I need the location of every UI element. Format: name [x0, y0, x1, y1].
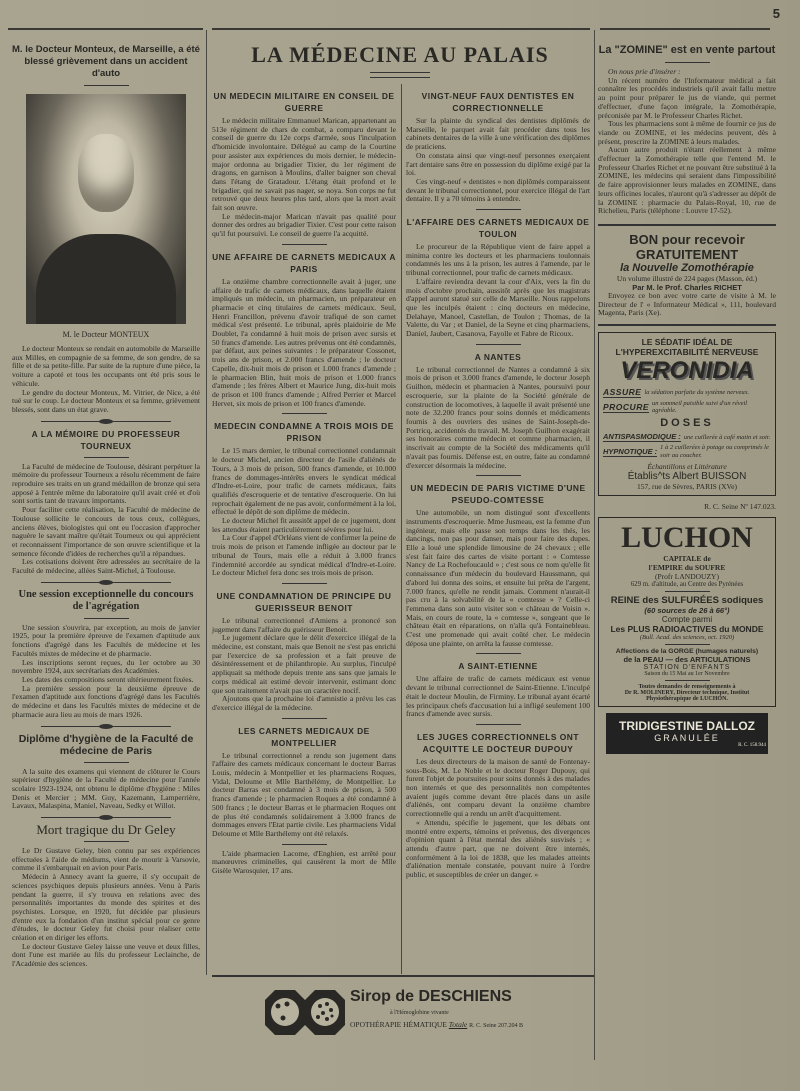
ad-text: (60 sources de 26 à 66°): [644, 605, 730, 615]
ad-text: une cuillerée à café matin et soir.: [683, 433, 771, 441]
ad-text: (Bull. Acad. des sciences, oct. 1920): [639, 633, 735, 641]
paragraph: Une session s'ouvrira, par exception, au mois de janvier 1925, pour la première épreuve de l'examen d'aptitude aux fonctions d'agrégé dans les Facultés de médecine et les Facultés mixtes de médecine et de pharmacie.: [12, 622, 200, 658]
rule: [600, 28, 770, 30]
paragraph: La onzième chambre correctionnelle avait à juger, une affaire de trafic de carnets médicaux, dans laquelle étaient impliqués un médecin, un pharmacien, un préparateur en pharmacie et cinq titulaires de carnets médicaux. Seul, Henri Francillon, prévenu d'avoir trafiqué de son carnet médical s'est présenté. Le tribunal, après plaidoirie de Me Doublet, l'a condamné à huit mois de prison avec sursis et 50 francs d'amende. Les autres prévenus ont été condamnés, par défaut, aux peines suivantes : le préparateur Cossonet, trois ans de prison, et 2.000 francs d'amende ; le docteur Capelle, dix-huit mois de prison et 1.000 francs d'amende ; le pharmacien Blin, huit mois de prison et 1.000 francs d'amende ; les frères Albert et Maurice Jung, dix-huit mois de prison et 100 francs d'amende ; Alfred Perrier et Marcel Hervet, six mois de prison et 100 francs d'amende.: [212, 276, 396, 408]
paragraph: Tous les pharmaciens sont à même de fournir ce jus de viande ou ZOMINE, et les médecins peuvent, dès à présent, prescrire la ZOMINE à leurs malades.: [598, 119, 776, 146]
ad-text: Par M. le Prof. Charles RICHET: [632, 282, 742, 292]
headline: LES JUGES CORRECTIONNELS ONT ACQUITTE LE DOCTEUR DUPOUY: [417, 731, 579, 754]
ad-text: LE SÉDATIF IDÉAL DE: [641, 337, 733, 348]
portrait-photo: [26, 94, 186, 324]
separator: [476, 344, 521, 345]
paragraph: Un récent numéro de l'Informateur médical a fait connaître les procédés industriels qu'il avait fallu mettre au point pour préparer le jus de viande, qui permet d'effectuer, d'une façon intégrale, la Zomothérapie, préconisée par M. le Professeur Charles Richet.: [598, 75, 776, 120]
brand-logo: Sirop de DESCHIENS: [350, 988, 512, 1005]
paragraph: Le tribunal correctionnel a rendu son jugement dans l'affaire des carnets médicaux concernant le docteur Barras Louis, médecin à Montpellier et les pharmaciens Roques, Vidal, Deloume et Mlle Barthélémy, de Montpellier. Le docteur Barras est condamné à 3 mois de prison, à 500 francs d'amende ; le pharmacien Roques a été condamné à 500 francs ; le docteur Barras et le pharmacien Roques ont de plus été condamnés solidairement à 3.000 francs de dommages envers l'Etat partie civile. Les pharmaciens Vidal Deloume et Mlle Barthélemy ont été relaxés.: [212, 750, 396, 838]
ad-text: Saison du 15 Mai au 1er Novembre: [644, 670, 730, 677]
column-1: [12, 38, 200, 969]
ad-text: PROCURE: [603, 401, 650, 412]
brand-logo: VERONIDIA: [620, 357, 754, 385]
ad-text: Établis^ts Albert BUISSON: [627, 470, 747, 482]
headline: L'AFFAIRE DES CARNETS MEDICAUX DE TOULON: [406, 217, 590, 240]
brand-logo: TRIDIGESTINE DALLOZ: [619, 718, 755, 733]
brand-logo: LUCHON: [621, 520, 753, 554]
paragraph: Le médecin-major Marican n'avait pas qualité pour donner des ordres au brigadier Tixier. C'est pour cette raison qu'il fut poursuivi. Le conseil de guerre l'a acquitté.: [212, 211, 396, 239]
headline: Mort tragique du Dr Geley: [36, 822, 176, 838]
ad-text: Toutes demandes de renseignements à: [638, 683, 736, 690]
paragraph: Les dates des compositions seront ultérieurement fixées.: [22, 674, 194, 684]
ad-text: HYPNOTIQUE :: [603, 446, 658, 456]
paragraph: L'aide pharmacien Lacome, d'Enghien, est arrêté pour manœuvres criminelles, qui causèrent la mort de Mlle Gisèle Warosquier, 17 ans.: [212, 848, 396, 876]
paragraph: Sur la plainte du syndical des dentistes diplômés de Marseille, le parquet avait fait procéder dans tous les cabinets dentaires de la ville à une vérification des diplômes de praticiens.: [406, 116, 590, 152]
ad-text: Envoyez ce bon avec votre carte de visite à M. le Directeur de l' « Informateur Médical », 111, boulevard Magenta, Paris (Xe).: [598, 290, 776, 318]
ad-text: Les PLUS RADIOACTIVES du MONDE: [610, 623, 764, 634]
separator: [476, 475, 521, 476]
rule: [212, 975, 594, 977]
paragraph: L'affaire reviendra devant la cour d'Aix, vers la fin du mois d'octobre prochain, aussitôt après que les magistrats d'appel auront statué sur celle de Marseille. Nous rappelons que les inculpés étaient : cinq docteurs en médecine, Delahaye, Manoel, Castellan, de Toulon ; Thomas, de la Valette, du Var ; et Daniel, de la Seyne et cinq pharmaciens, Daniel, Jaubert, Casanova, Fayolle et Fabre de Ricoux.: [406, 276, 590, 339]
ad-text: à l'Hémoglobine vivante: [390, 1010, 449, 1016]
paragraph: On constata ainsi que vingt-neuf personnes exerçaient l'art dentaire sans être en possession du diplôme exigé par la loi.: [406, 150, 590, 178]
separator: [282, 244, 327, 245]
headline: UN MEDECIN MILITAIRE EN CONSEIL DE GUERRE: [213, 91, 395, 113]
paragraph: Le gendre du docteur Monteux, M. Vitrier, de Nice, a été tué sur le coup. Le docteur Monteux et sa femme, grièvement blessés, sont dans un état grave.: [12, 387, 200, 414]
paragraph: A la suite des examens qui viennent de clôturer le Cours supérieur d'hygiène de la Faculté de médecine pour l'année scolaire 1923-1924, ont obtenu le diplôme d'hygiène : Miles Denis et Mercier ; MM. Guy, Kazemann, Lamperrière, Lavaux, Malaspina, Maniel, Naveau, Sedky et Willot.: [12, 766, 200, 811]
luchon-ad: [598, 517, 776, 707]
headline: UN MEDECIN DE PARIS VICTIME D'UNE PSEUDO-COMTESSE: [410, 483, 586, 506]
ad-text: 629 m. d'altitude, au Centre des Pyrénées: [630, 580, 744, 588]
ad-text: 157, rue de Sèvres, PARIS (XVe): [637, 481, 737, 491]
paragraph: Le docteur Gustave Geley laisse une veuve et deux filles, dont l'une est mariée au fils du professeur Leclainche, de l'Académie des sciences.: [12, 941, 200, 969]
masthead-ornament: [370, 72, 430, 78]
paragraph: On nous prie d'insérer :: [608, 67, 681, 76]
paragraph: La Cour d'appel d'Orléans vient de confirmer la peine de trois mois de prison et l'amende infligée au docteur par le tribunal de Tours, mais elle a réduit à 3.000 francs l'indemnité accordée au syndicat médical d'Indre-et-Loire. Le docteur Michel fera donc ses trois mois de prison.: [212, 533, 396, 578]
paragraph: Ces vingt-neuf « dentistes » non diplômés comparaissent devant le tribunal correctionnel, pour exercice illégal de l'art dentaire. Il y a 70 témoins à entendre.: [406, 176, 590, 204]
headline: Une session exceptionnelle du concours de l'agrégation: [18, 588, 194, 612]
ad-text: OPOTHÉRAPIE HÉMATIQUE: [350, 1020, 447, 1029]
headline: MEDECIN CONDAMNE A TROIS MOIS DE PRISON: [214, 421, 394, 444]
headline: Diplôme d'hygiène de la Faculté de médecine de Paris: [18, 732, 194, 757]
headline: La "ZOMINE" est en vente partout: [598, 44, 776, 56]
bon-coupon-ad: [598, 232, 776, 318]
blood-cells-logo: [265, 990, 345, 1035]
ad-text: 1 à 2 cuillerées à potage ou comprimés le soir au coucher.: [660, 444, 769, 459]
paragraph: Le docteur Michel fit aussitôt appel de ce jugement, dont les attendus étaient particulièrement sévères pour lui.: [212, 516, 396, 534]
ad-subhead: la Nouvelle Zomothérapie: [620, 261, 754, 274]
column-rule: [594, 30, 595, 1060]
ad-text: STATION D'ENFANTS: [643, 663, 731, 671]
paragraph: Le 15 mars dernier, le tribunal correctionnel condamnait le docteur Michel, ancien directeur de l'asile d'aliénés de Tours, à 3 mois de prison, 500 francs d'amende, et 10.000 francs de dommages-intérêts envers le syndicat médical d'Indre-et-Loire, pour trafic de carnets médicaux, faits qualifiés d'escroquerie et de tentative d'escroquerie. On lui reprochait également de ne pas avoir, conformément à la loi, effectué le dépôt de son diplôme de médecin.: [212, 446, 396, 517]
separator: [476, 209, 521, 210]
paragraph: Le médecin militaire Emmanuel Marican, appartenant au 513e régiment de chars de combat, a comparu devant le conseil de guerre du 12e corps d'armée, sous l'inculpation d'homicide involontaire. Délégué au camp de la Courtine pour assister aux expériences du mois dernier, le médecin-major ordonna au brigadier Tixier, du 1er régiment de dragons, en garnison à Moulins, d'aller baigner son cheval dans l'étang de Gratadour. L'étang était profond et le brigadier, qui ne savait pas nager, se noya. Son corps ne fut retrouvé que deux heures plus tard, alors que la mort avait fait son œuvre.: [212, 116, 396, 213]
ad-text: L'HYPEREXCITABILITÉ NERVEUSE: [615, 347, 759, 358]
paragraph: Les inscriptions seront reçues, du 1er octobre au 30 novembre 1924, aux secrétariats des Académies.: [12, 657, 200, 676]
column-2: [212, 84, 396, 876]
ad-text: la sédation parfaite du système nerveux.: [644, 388, 750, 396]
ad-text: Affections de la GORGE (humages naturels): [615, 647, 759, 655]
rule: [8, 28, 203, 30]
headline: A NANTES: [474, 351, 522, 362]
separator: [282, 844, 327, 845]
section-masthead: LA MÉDECINE AU PALAIS: [251, 42, 549, 67]
ad-text: REINE des SULFURÉES sodiques: [610, 594, 764, 606]
separator: [282, 413, 327, 414]
paragraph: Le jugement déclare que le délit d'exercice illégal de la médecine, est constant, mais que Benoit ne s'est pas enrichi par l'exercice de sa profession et a fait preuve de désintéressement et de philanthropie. Au surplus, l'inculpé appliquait sa méthode depuis trente ans sans que jamais le corps médical ait estimé devoir intervenir, estimant donc que son traitement n'avait pas un caractère nocif.: [212, 633, 396, 695]
column-rule: [401, 84, 402, 974]
ad-text: Compte parmi: [661, 614, 713, 624]
ad-text: ASSURE: [603, 387, 642, 398]
paragraph: Le Dr Gustave Geley, bien connu par ses expériences effectuées à l'aide de médiums, vient de mourir à Varsovie, comme il s'embarquait en avion pour Paris.: [12, 846, 200, 873]
paragraph: Les deux directeurs de la maison de santé de Fontenay-sous-Bois, M. Le Noble et le docteur Roger Dupouy, qui furent l'objet de poursuites pour soins donnés à des malades non internés et que des personnalités non compétentes avaient jugés comme devant être placés dans un asile d'aliénés, ont comparu devant la onzième chambre correctionnelle qui a rendu un arrêt d'acquittement.: [406, 756, 590, 819]
veronidia-ad: [598, 332, 776, 496]
paragraph: La Faculté de médecine de Toulouse, désirant perpétuer la mémoire du professeur Tourneux a résolu récemment de faire reproduire ses traits en un grand médaillon de bronze qui sera apposé à l'entrée même du laboratoire qu'il avait créé et d'où sont sortis tant de travaux importants.: [12, 461, 200, 506]
headline: UNE AFFAIRE DE CARNETS MEDICAUX A PARIS: [212, 251, 396, 274]
ad-text: Un volume illustré de 224 pages (Masson, éd.): [616, 273, 758, 283]
separator: [476, 724, 521, 725]
ad-text: Dr R. MOLINERY, Directeur technique, Institut Physiothérapique de LUCHON.: [624, 689, 750, 702]
headline: A SAINT-ETIENNE: [458, 661, 538, 672]
paragraph: Pour faciliter cette réalisation, la Faculté de médecine de Toulouse sollicite le concours de tous ceux, collègues, anciens élèves, biologistes qui ont eu l'occasion d'approcher naguère le savant maître qu'était Tourneux ou qui apprécient et reconnaissent l'importance de son œuvre scientifique et la semence féconde d'idées de recherches qu'il a répandues.: [12, 505, 200, 558]
headline: UNE CONDAMNATION DE PRINCIPE DU GUERISSEUR BENOIT: [216, 590, 392, 613]
paragraph: Le tribunal correctionnel de Nantes a condamné à six mois de prison et 3.000 francs d'amende, le docteur Joseph Guilhon, médecin et pharmacien à Nantes, poursuivi pour escroquerie, sur la plainte de la Société générale de construction de locomotives, à laquelle il avait présenté une note de 32.200 francs pour soins donnés et médicaments fournis à des ouvriers des usines de Saint-Joseph-de-Portricq, accidentés du travail. M. Joseph Guilhon exagérait ses honoraires comme médecin et comme pharmacien, il inscrivait au compte de la Société des médicaments qu'il n'avait pas fournis. Défense est, en outre, faite au condamné d'exercer désormais la médecine.: [406, 364, 590, 470]
rule: [212, 28, 590, 30]
photo-caption: M. le Docteur MONTEUX: [62, 330, 150, 339]
separator: [476, 653, 521, 654]
ad-text: GRANULÉE: [654, 732, 720, 743]
paragraph: Aucun autre produit n'étant réellement à même d'effectuer la Zomothérapie telle que l'entend M. le Professeur Charles Richet et ne pouvant être substitué à la ZOMINE, les médecins qui seraient dans l'impossibilité de faire approvisionner leurs malades en ZOMINE, dans leurs officines locales, n'auront qu'à s'adresser au dépôt de la ZOMINE : pharmacie du Palais-Royal, 10, rue de Richelieu, Paris (téléphone : Louvre 17-52).: [598, 145, 776, 216]
headline: M. le Docteur Monteux, de Marseille, a été blessé grièvement dans un accident d'auto: [12, 44, 200, 79]
headline: A LA MÉMOIRE DU PROFESSEUR TOURNEUX: [31, 428, 181, 451]
column-3: [406, 84, 590, 880]
separator: [282, 718, 327, 719]
ad-text: un sommeil paisible suivi d'un réveil agréable.: [652, 400, 748, 415]
headline: LES CARNETS MEDICAUX DE MONTPELLIER: [238, 725, 370, 748]
deschiens-ad: [265, 988, 585, 1038]
separator: [282, 583, 327, 584]
paragraph: Le tribunal correctionnel d'Amiens a prononcé son jugement dans l'affaire du guérisseur Benoit.: [212, 615, 396, 634]
column-rule: [206, 30, 207, 975]
column-4: [598, 38, 776, 760]
ad-text: CAPITALE de: [663, 553, 711, 563]
ad-text: ANTISPASMODIQUE :: [603, 432, 681, 442]
ad-text: DOSES: [660, 417, 714, 430]
paragraph: « Attendu, spécifie le jugement, que les débats ont montré entre experts, témoins et prévenus, des divergences d'opinion quant à l'état mental des aliénés susvisés ; « attendu d'autre part, que ne doivent être internés, conformément à la loi de 1838, que les malades atteints d'aliénation mentale constatée, pouvant nuire à l'ordre public, et susceptibles de créer un danger. »: [406, 817, 590, 880]
tridigestine-ad: [606, 713, 768, 754]
ad-headline: BON pour recevoir GRATUITEMENT: [629, 231, 745, 262]
paragraph: La première session pour la deuxième épreuve de l'examen d'aptitude aux fonctions d'agrégé dans les Facultés de médecine et dans les Facultés mixtes de médecine et de pharmacie aura lieu au mois de mars 1926.: [12, 683, 200, 719]
ad-text: Échantillons et Littérature: [647, 461, 727, 471]
ad-text: R. C. Seine Nº 147.023.: [704, 501, 776, 511]
page-number: 5: [772, 6, 780, 21]
paragraph: Le docteur Monteux se rendait en automobile de Marseille aux Milles, en compagnie de sa femme, de son gendre, de sa fille et de sa petite-fille. Par suite de la rupture d'une pièce, la voiture a capoté et tous les occupants ont été pris sous le véhicule.: [12, 344, 200, 388]
paragraph: Les cotisations doivent être adressées au secrétaire de la Faculté de médecine, allées Saint-Michel, à Toulouse.: [12, 557, 200, 576]
ad-text: Totale: [448, 1020, 468, 1029]
headline: VINGT-NEUF FAUX DENTISTES EN CORRECTIONNELLE: [421, 91, 575, 113]
paragraph: Le procureur de la République vient de faire appel a minima contre les docteurs et les pharmaciens toulonnais condamnés les uns à la prison, les autres à l'amende, par le tribunal correctionnel, pour trafic de carnets médicaux.: [406, 242, 590, 278]
ad-text: R. C. Seine 207.204 B: [469, 1023, 523, 1029]
ad-text: (Profr LANDOUZY): [655, 571, 719, 581]
paragraph: Médecin à Annecy avant la guerre, il s'y occupait de sciences psychiques depuis plusieurs années. Venu à Paris pendant la guerre, il s'y trouva en relations avec des personnalités importantes du monde des spirites et des psychistes. Lorsque, en 1920, fut décidée par plusieurs d'entre eux la fondation d'un institut spécial pour ce genre d'études, le docteur Geley fut choisi pour réaliser cette création et en diriger les efforts.: [12, 872, 200, 943]
ad-text: R. C. 158.944: [738, 742, 766, 748]
paragraph: Ajoutons que la prochaine loi d'amnistie a prévu les cas d'exercice illégal de la médecine.: [212, 694, 396, 712]
ad-text: l'EMPIRE du SOUFRE: [648, 562, 726, 572]
ad-text: de la PEAU — des ARTICULATIONS: [623, 654, 751, 664]
paragraph: Une affaire de trafic de carnets médicaux est venue devant le tribunal correctionnel de Saint-Etienne. L'inculpé était le docteur Moulin, de Firminy. Le tribunal ayant écarté les principaux chefs d'accusation lui a infligé seulement 100 francs d'amende avec sursis.: [406, 674, 590, 719]
paragraph: Une automobile, un nom distingué sont d'excellents instruments d'escroquerie. Mme Jusmeau, est la femme d'un ingénieur, mais elle passe son temps dans les thés, les dancings, non pas pour danser, mais pour faire des dupes. Elle a loué une splendide limousine de 24 chevaux ; elle s'est fait faire des cartes de visite portant : « Comtesse Nancy de La Rochefoucauld » ; c'est sous ce nom qu'elle fit connaissance d'un médecin du boulevard Haussmann, qui d'abord lui donna des soins, et ensuite lui prêta de l'argent, 7.000 francs, qu'elle ne rendit jamais. Comment n'aurait-il pas cru à la solvabilité de la « comtesse » ? Celle-ci l'emmena dans son auto visiter son « château de Voisin ». Mais, en cours de route, la « comtesse », songeant que le château était en réparations, on n'alla qu'à Fontainebleau. C'est une promenade qui avait coûté cher. Le médecin déposa une plainte, on arrêta la fausse comtesse.: [406, 508, 590, 648]
